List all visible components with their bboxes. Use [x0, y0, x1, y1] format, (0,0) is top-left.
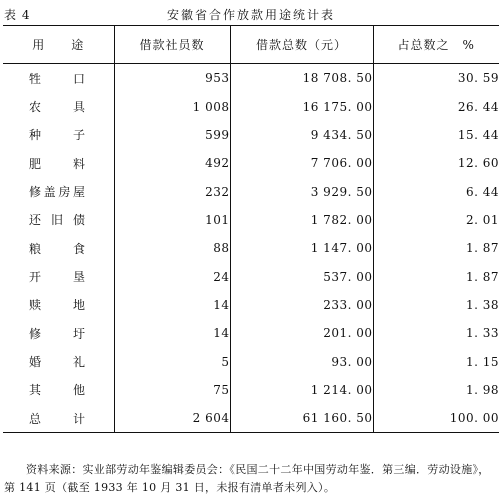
use-label: 种子: [29, 128, 85, 143]
use-label: 开垦: [29, 270, 85, 285]
header-loan-amount: 借款总数（元）: [230, 26, 373, 64]
use-label: 修圩: [29, 326, 85, 341]
table-row: [3, 234, 499, 262]
cell-members: 953: [114, 64, 230, 93]
cell-percent: 1. 87: [373, 234, 499, 262]
cell-amount: 537. 00: [230, 262, 373, 290]
cell-use: [3, 121, 114, 149]
cell-percent: 1. 15: [373, 347, 499, 375]
cell-use: [3, 234, 114, 262]
cell-members: 14: [114, 319, 230, 347]
cell-amount: 9 434. 50: [230, 121, 373, 149]
cell-amount: 1 147. 00: [230, 234, 373, 262]
cell-members: 14: [114, 291, 230, 319]
use-label: 肥料: [29, 156, 85, 171]
table-row: [3, 149, 499, 177]
table-row: [3, 347, 499, 375]
use-label: 牲口: [29, 71, 85, 86]
use-label: 婚礼: [29, 355, 85, 370]
cell-members: 1 008: [114, 92, 230, 120]
cell-members: 599: [114, 121, 230, 149]
table-caption: [0, 6, 502, 22]
cell-percent: 2. 01: [373, 206, 499, 234]
cell-amount: 201. 00: [230, 319, 373, 347]
loan-usage-table: [3, 25, 499, 433]
cell-percent: 1. 98: [373, 376, 499, 404]
cell-use: [3, 404, 114, 433]
cell-members: 75: [114, 376, 230, 404]
cell-percent: 30. 59: [373, 64, 499, 93]
cell-members: 2 604: [114, 404, 230, 433]
cell-use: [3, 347, 114, 375]
cell-amount: 233. 00: [230, 291, 373, 319]
cell-members: 88: [114, 234, 230, 262]
table-row: [3, 177, 499, 205]
table-number: 表 4: [4, 8, 31, 22]
use-label: 修盖房屋: [29, 185, 85, 200]
header-borrower-count: 借款社员数: [114, 26, 230, 64]
source-note: 资料来源：实业部劳动年鉴编辑委员会：《民国二十二年中国劳动年鉴．第三编．劳动设施》，第 141 页（截至 1933 年 10 月 31 日，未报有清单者未列入）。: [4, 463, 490, 494]
cell-use: [3, 64, 114, 93]
cell-use: [3, 177, 114, 205]
table-row: [3, 121, 499, 149]
cell-members: 492: [114, 149, 230, 177]
cell-amount: 7 706. 00: [230, 149, 373, 177]
header-use: 用 途: [3, 26, 114, 64]
use-label: 总计: [29, 411, 85, 426]
table-row: [3, 92, 499, 120]
cell-percent: 12. 60: [373, 149, 499, 177]
cell-amount: 18 708. 50: [230, 64, 373, 93]
cell-percent: 1. 87: [373, 262, 499, 290]
table-row: [3, 64, 499, 93]
cell-members: 24: [114, 262, 230, 290]
use-label: 农具: [29, 100, 85, 115]
cell-members: 5: [114, 347, 230, 375]
cell-use: [3, 92, 114, 120]
cell-use: [3, 262, 114, 290]
cell-percent: 26. 44: [373, 92, 499, 120]
cell-use: [3, 291, 114, 319]
cell-percent: 100. 00: [373, 404, 499, 433]
cell-amount: 61 160. 50: [230, 404, 373, 433]
cell-use: [3, 206, 114, 234]
cell-use: [3, 319, 114, 347]
table-row: [3, 376, 499, 404]
cell-amount: 3 929. 50: [230, 177, 373, 205]
table-row: [3, 206, 499, 234]
cell-members: 101: [114, 206, 230, 234]
cell-use: [3, 149, 114, 177]
cell-percent: 6. 44: [373, 177, 499, 205]
cell-percent: 15. 44: [373, 121, 499, 149]
cell-percent: 1. 33: [373, 319, 499, 347]
cell-members: 232: [114, 177, 230, 205]
cell-amount: 1 782. 00: [230, 206, 373, 234]
table-header-row: [3, 26, 499, 64]
cell-amount: 93. 00: [230, 347, 373, 375]
header-percent: 占总数之 %: [373, 26, 499, 64]
use-label: 其他: [29, 383, 85, 398]
use-label: 粮食: [29, 241, 85, 256]
use-label: 还旧债: [29, 213, 85, 228]
table-row: [3, 291, 499, 319]
use-label: 赎地: [29, 298, 85, 313]
table-row: [3, 319, 499, 347]
cell-amount: 1 214. 00: [230, 376, 373, 404]
table-row: [3, 262, 499, 290]
cell-use: [3, 376, 114, 404]
table-total-row: [3, 404, 499, 433]
table-title: 安徽省合作放款用途统计表: [166, 8, 335, 22]
cell-percent: 1. 38: [373, 291, 499, 319]
cell-amount: 16 175. 00: [230, 92, 373, 120]
